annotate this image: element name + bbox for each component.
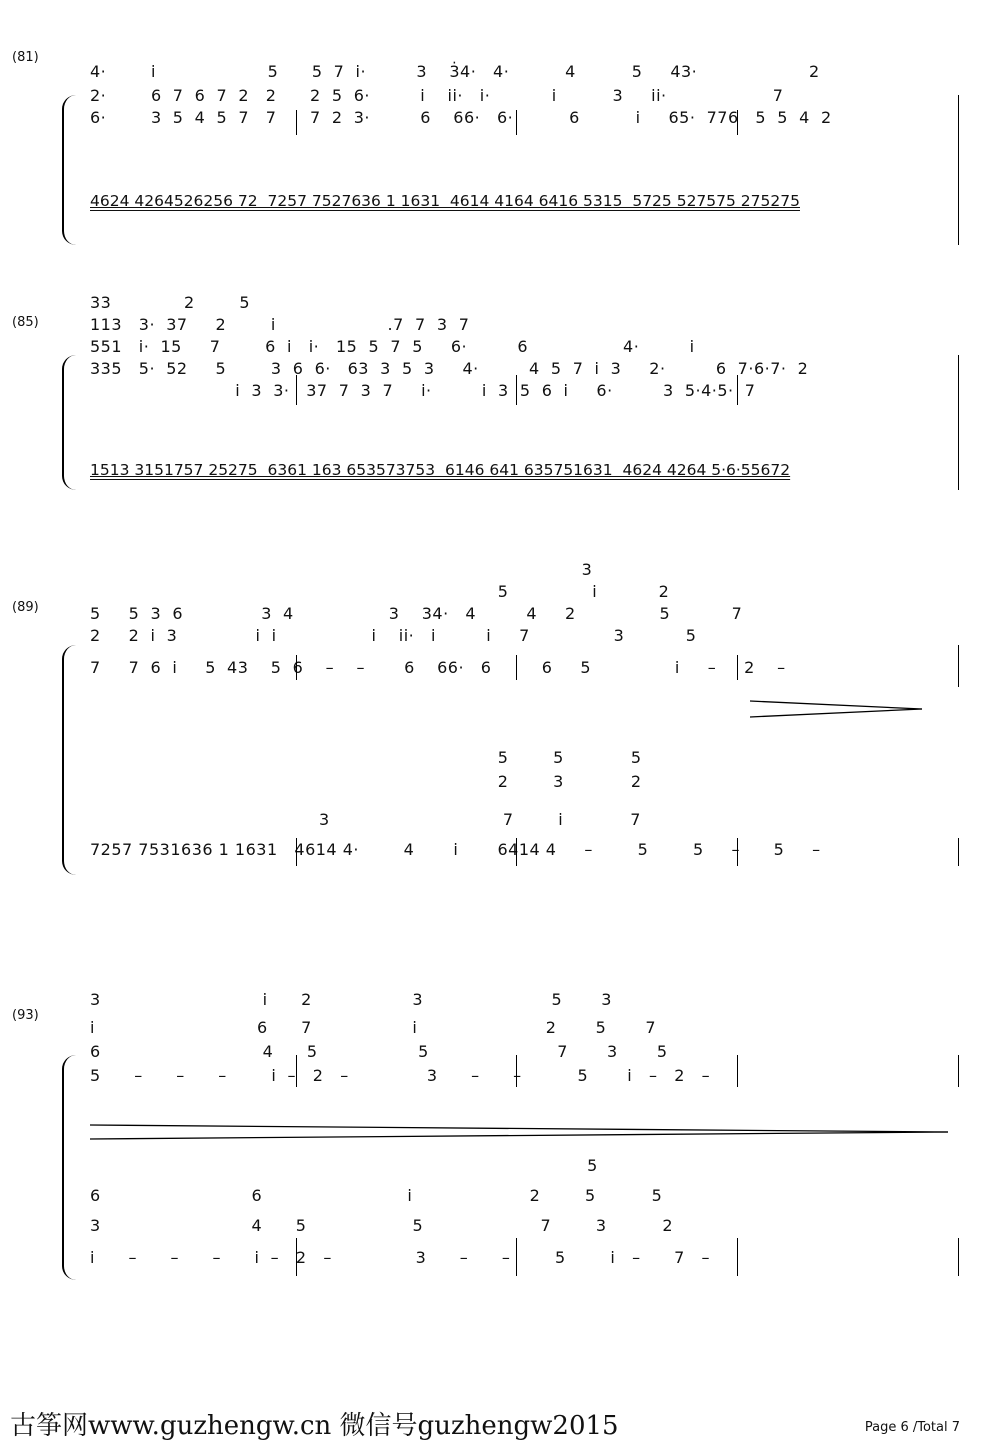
barline bbox=[737, 375, 738, 405]
barline bbox=[737, 110, 738, 135]
barline bbox=[958, 1238, 959, 1276]
barline bbox=[296, 655, 297, 680]
barline bbox=[958, 1055, 959, 1087]
barline bbox=[737, 655, 738, 680]
grand-staff-brace bbox=[62, 1055, 78, 1280]
page-number: Page 6 /Total 7 bbox=[864, 1420, 960, 1435]
lower-line-3: 3 4 5 5 7 3 2 bbox=[90, 1216, 674, 1235]
barline bbox=[737, 838, 738, 866]
barline bbox=[516, 1238, 517, 1276]
barline bbox=[958, 95, 959, 245]
upper-line-3: 6 4 5 5 7 3 5 bbox=[90, 1042, 668, 1061]
measure-number: (89) bbox=[12, 600, 39, 615]
system-93 bbox=[0, 960, 1000, 1290]
upper-line-5: i 3 3· 37 7 3 7 i· i 3 5 6 i 6· 3 5·4·5· 7 bbox=[90, 381, 756, 400]
grand-staff-brace bbox=[62, 95, 78, 245]
system-81 bbox=[0, 40, 1000, 220]
upper-line-3: 551 i· 15 7 6 i i· 15 5 7 5 6· 6 4· i bbox=[90, 337, 695, 356]
upper-line-2: 5 i 2 bbox=[90, 582, 670, 601]
measure-number: (81) bbox=[12, 50, 39, 65]
barline bbox=[296, 1055, 297, 1087]
system-85 bbox=[0, 285, 1000, 495]
barline bbox=[296, 110, 297, 135]
barline bbox=[296, 1238, 297, 1276]
lower-line-2: 6 6 i 2 5 5 bbox=[90, 1186, 663, 1205]
barline bbox=[516, 375, 517, 405]
upper-line-2: 2· 6 7 6 7 2 2 2 5 6· i ii· i· i 3 ii· 7 bbox=[90, 86, 784, 105]
lower-line-2: 2 3 2 bbox=[90, 772, 642, 791]
barline bbox=[958, 645, 959, 687]
barline bbox=[516, 1055, 517, 1087]
lower-line-4: 7257 7531636 1 1631 4614 4· 4 i 6414 4 – 5 5 – 5 – bbox=[90, 840, 821, 859]
barline bbox=[296, 375, 297, 405]
barline bbox=[958, 355, 959, 490]
upper-line-4: 5 – – – i – 2 – 3 – – 5 i – 2 – bbox=[90, 1066, 711, 1085]
system-89 bbox=[0, 560, 1000, 880]
barline bbox=[737, 1238, 738, 1276]
lower-line-3: 3 7 i 7 bbox=[90, 810, 641, 829]
lower-line: 1513 3151757 25275 6361 163 653573753 6146 641 635751631 4624 4264 5·6·55672 bbox=[90, 461, 791, 479]
lower-line-4: i – – – i – 2 – 3 – – 5 i – 7 – bbox=[90, 1248, 711, 1267]
lower-line-1: 5 5 5 bbox=[90, 748, 642, 767]
footer-site-text: 古筝网www.guzhengw.cn 微信号guzhengw2015 bbox=[10, 1411, 619, 1441]
upper-line-2: i 6 7 i 2 5 7 bbox=[90, 1018, 657, 1037]
barline bbox=[958, 838, 959, 866]
upper-line-3: 5 5 3 6 3 4 3 34· 4 4 2 5 7 bbox=[90, 604, 743, 623]
barline bbox=[516, 110, 517, 135]
upper-line-4: 2 2 i 3 i i i ii· i i 7 3 5 bbox=[90, 626, 697, 645]
barline bbox=[516, 655, 517, 680]
barline bbox=[737, 1055, 738, 1087]
barline bbox=[296, 838, 297, 866]
upper-line-1: 33 2 5 bbox=[90, 293, 251, 312]
measure-number: (93) bbox=[12, 1008, 39, 1023]
grand-staff-brace bbox=[62, 645, 78, 875]
barline bbox=[516, 838, 517, 866]
decrescendo-hairpin bbox=[750, 698, 930, 720]
upper-line-1: 3 i 2 3 5 3 bbox=[90, 990, 612, 1009]
lower-line-1: 5 bbox=[90, 1156, 598, 1175]
upper-line-1: 4· i 5 5 7 i· 3 3̇4· 4· 4 5 43· 2 bbox=[90, 62, 820, 81]
upper-line-4: 335 5· 52 5 3 6 6· 63 3 5 3 4· 4 5 7 i 3 2· 6 7·6·7· 2 bbox=[90, 359, 809, 378]
lower-line: 4624 4264526256 72 7257 7527636 1 1631 4614 4164 6416 5315 5725 527575 275275 bbox=[90, 192, 800, 210]
decrescendo-hairpin bbox=[90, 1122, 950, 1142]
measure-number: (85) bbox=[12, 315, 39, 330]
upper-line-5: 7 7 6 i 5 43 5 6 – – 6 66· 6 6 5 i – 2 – bbox=[90, 658, 786, 677]
upper-line-2: 113 3· 37 2 i .7 7 3 7 bbox=[90, 315, 470, 334]
upper-line-3: 6· 3 5 4 5 7 7 7 2 3· 6 66· 6· 6 i 65· 776 5 5 4 2 bbox=[90, 108, 832, 127]
grand-staff-brace bbox=[62, 355, 78, 490]
upper-line-1: 3 bbox=[90, 560, 593, 579]
